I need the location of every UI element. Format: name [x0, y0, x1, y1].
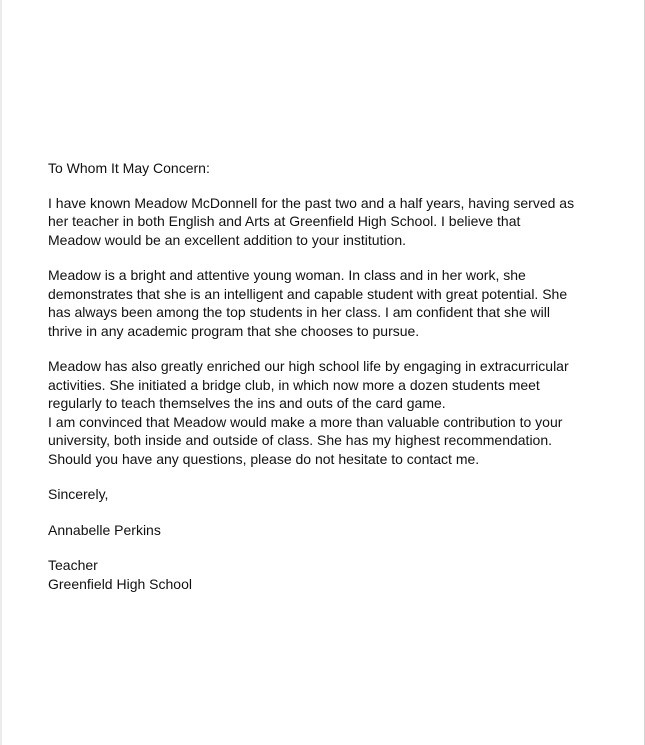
paragraph-line: has always been among the top students in her class. I am confident that she will [48, 304, 550, 320]
signer-school: Greenfield High School [48, 575, 192, 592]
paragraph-line: thrive in any academic program that she chooses to pursue. [48, 322, 420, 339]
paragraph-introduction [48, 194, 618, 250]
signer-title: Teacher [48, 557, 98, 573]
paragraph-line: Meadow has also greatly enriched our high school life by engaging in extracurricular [48, 358, 569, 374]
paragraph-line: Should you have any questions, please do not hesitate to contact me. [48, 450, 480, 467]
paragraph-extracurricular [48, 357, 618, 413]
paragraph-line: her teacher in both English and Arts at Greenfield High School. I believe that [48, 213, 521, 229]
closing: Sincerely, [48, 486, 109, 502]
paragraph-line: regularly to teach themselves the ins and outs of the card game. [48, 395, 446, 411]
salutation: To Whom It May Concern: [48, 160, 210, 176]
paragraph-line: activities. She initiated a bridge club, in which now more a dozen students meet [48, 376, 540, 393]
paragraph-line: university, both inside and outside of class. She has my highest recommendation. [48, 432, 553, 448]
paragraph-line: I have known Meadow McDonnell for the past two and a half years, having served as [48, 194, 575, 211]
paragraph-line: demonstrates that she is an intelligent and capable student with great potential. She [48, 285, 568, 302]
paragraph-line: I am convinced that Meadow would make a more than valuable contribution to your [48, 413, 563, 430]
paragraph-qualities [48, 266, 618, 340]
paragraph-recommendation [48, 413, 618, 469]
paragraph-line: Meadow would be an excellent addition to your institution. [48, 231, 406, 248]
letter-body [48, 159, 618, 593]
signer-name: Annabelle Perkins [48, 521, 161, 538]
paragraph-line: Meadow is a bright and attentive young woman. In class and in her work, she [48, 267, 526, 283]
